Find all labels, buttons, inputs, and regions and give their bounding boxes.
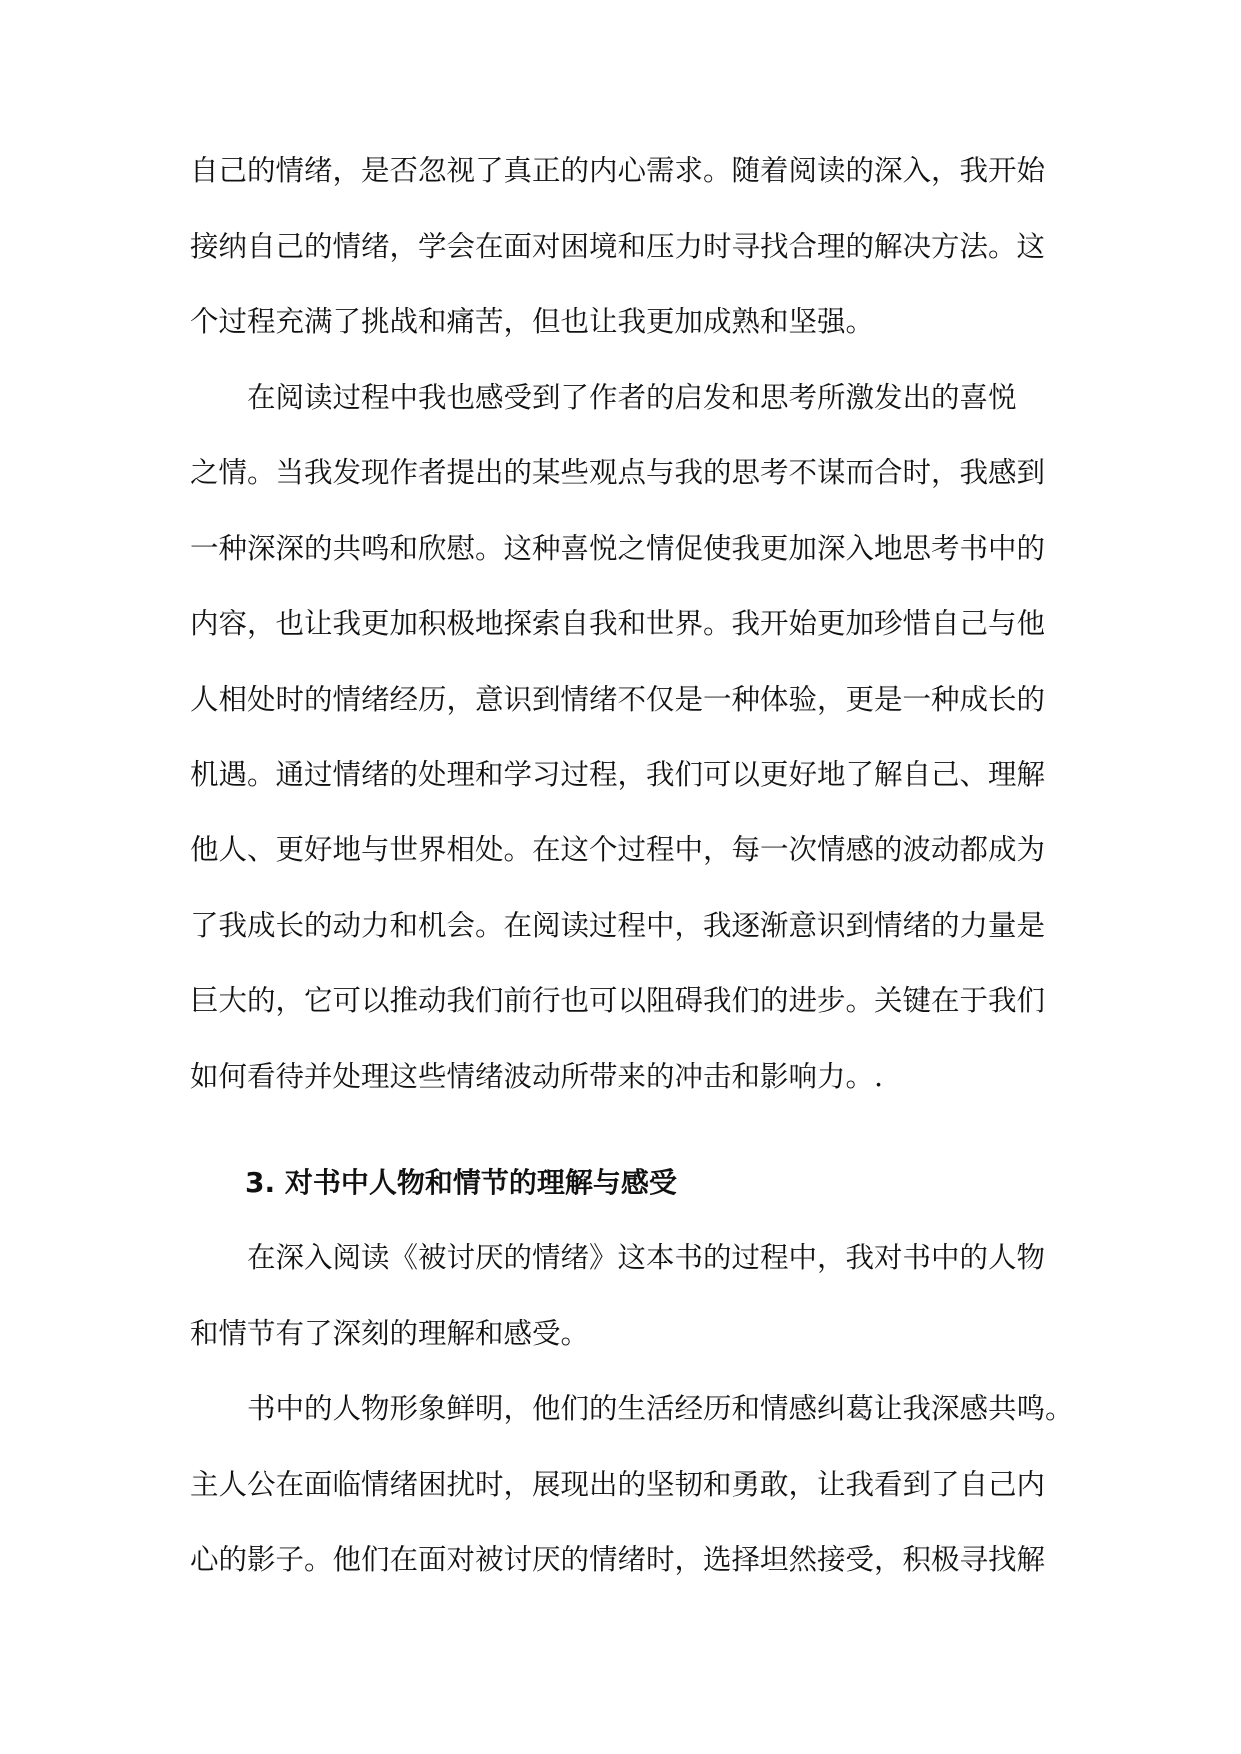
paragraph-line: 在深入阅读《被讨厌的情绪》这本书的过程中，我对书中的人物 bbox=[247, 1241, 1046, 1274]
paragraph-line: 巨大的，它可以推动我们前行也可以阻碍我们的进步。关键在于我们 bbox=[190, 984, 1046, 1017]
paragraph-line: 人相处时的情绪经历，意识到情绪不仅是一种体验，更是一种成长的 bbox=[190, 683, 1046, 716]
paragraph-line: 机遇。通过情绪的处理和学习过程，我们可以更好地了解自己、理解 bbox=[190, 758, 1046, 791]
paragraph-line: 心的影子。他们在面对被讨厌的情绪时，选择坦然接受，积极寻找解 bbox=[190, 1543, 1046, 1576]
paragraph-line: 个过程充满了挑战和痛苦，但也让我更加成熟和坚强。 bbox=[190, 305, 875, 338]
paragraph-line: 一种深深的共鸣和欣慰。这种喜悦之情促使我更加深入地思考书中的 bbox=[190, 532, 1046, 565]
paragraph-line: 了我成长的动力和机会。在阅读过程中，我逐渐意识到情绪的力量是 bbox=[190, 909, 1046, 942]
paragraph-line: 书中的人物形象鲜明，他们的生活经历和情感纠葛让我深感共鸣。 bbox=[247, 1392, 1074, 1425]
paragraph-line: 他人、更好地与世界相处。在这个过程中，每一次情感的波动都成为 bbox=[190, 833, 1046, 866]
paragraph-line: 和情节有了深刻的理解和感受。 bbox=[190, 1317, 590, 1350]
paragraph-line: 主人公在面临情绪困扰时，展现出的坚韧和勇敢，让我看到了自己内 bbox=[190, 1468, 1046, 1501]
paragraph-line: 内容，也让我更加积极地探索自我和世界。我开始更加珍惜自己与他 bbox=[190, 607, 1046, 640]
paragraph-line: 如何看待并处理这些情绪波动所带来的冲击和影响力。. bbox=[190, 1060, 884, 1093]
section-heading: 3. 对书中人物和情节的理解与感受 bbox=[245, 1166, 677, 1199]
paragraph-line: 在阅读过程中我也感受到了作者的启发和思考所激发出的喜悦 bbox=[247, 381, 1017, 414]
paragraph-line: 接纳自己的情绪，学会在面对困境和压力时寻找合理的解决方法。这 bbox=[190, 230, 1046, 263]
paragraph-line: 自己的情绪，是否忽视了真正的内心需求。随着阅读的深入，我开始 bbox=[190, 154, 1046, 187]
paragraph-line: 之情。当我发现作者提出的某些观点与我的思考不谋而合时，我感到 bbox=[190, 456, 1046, 489]
